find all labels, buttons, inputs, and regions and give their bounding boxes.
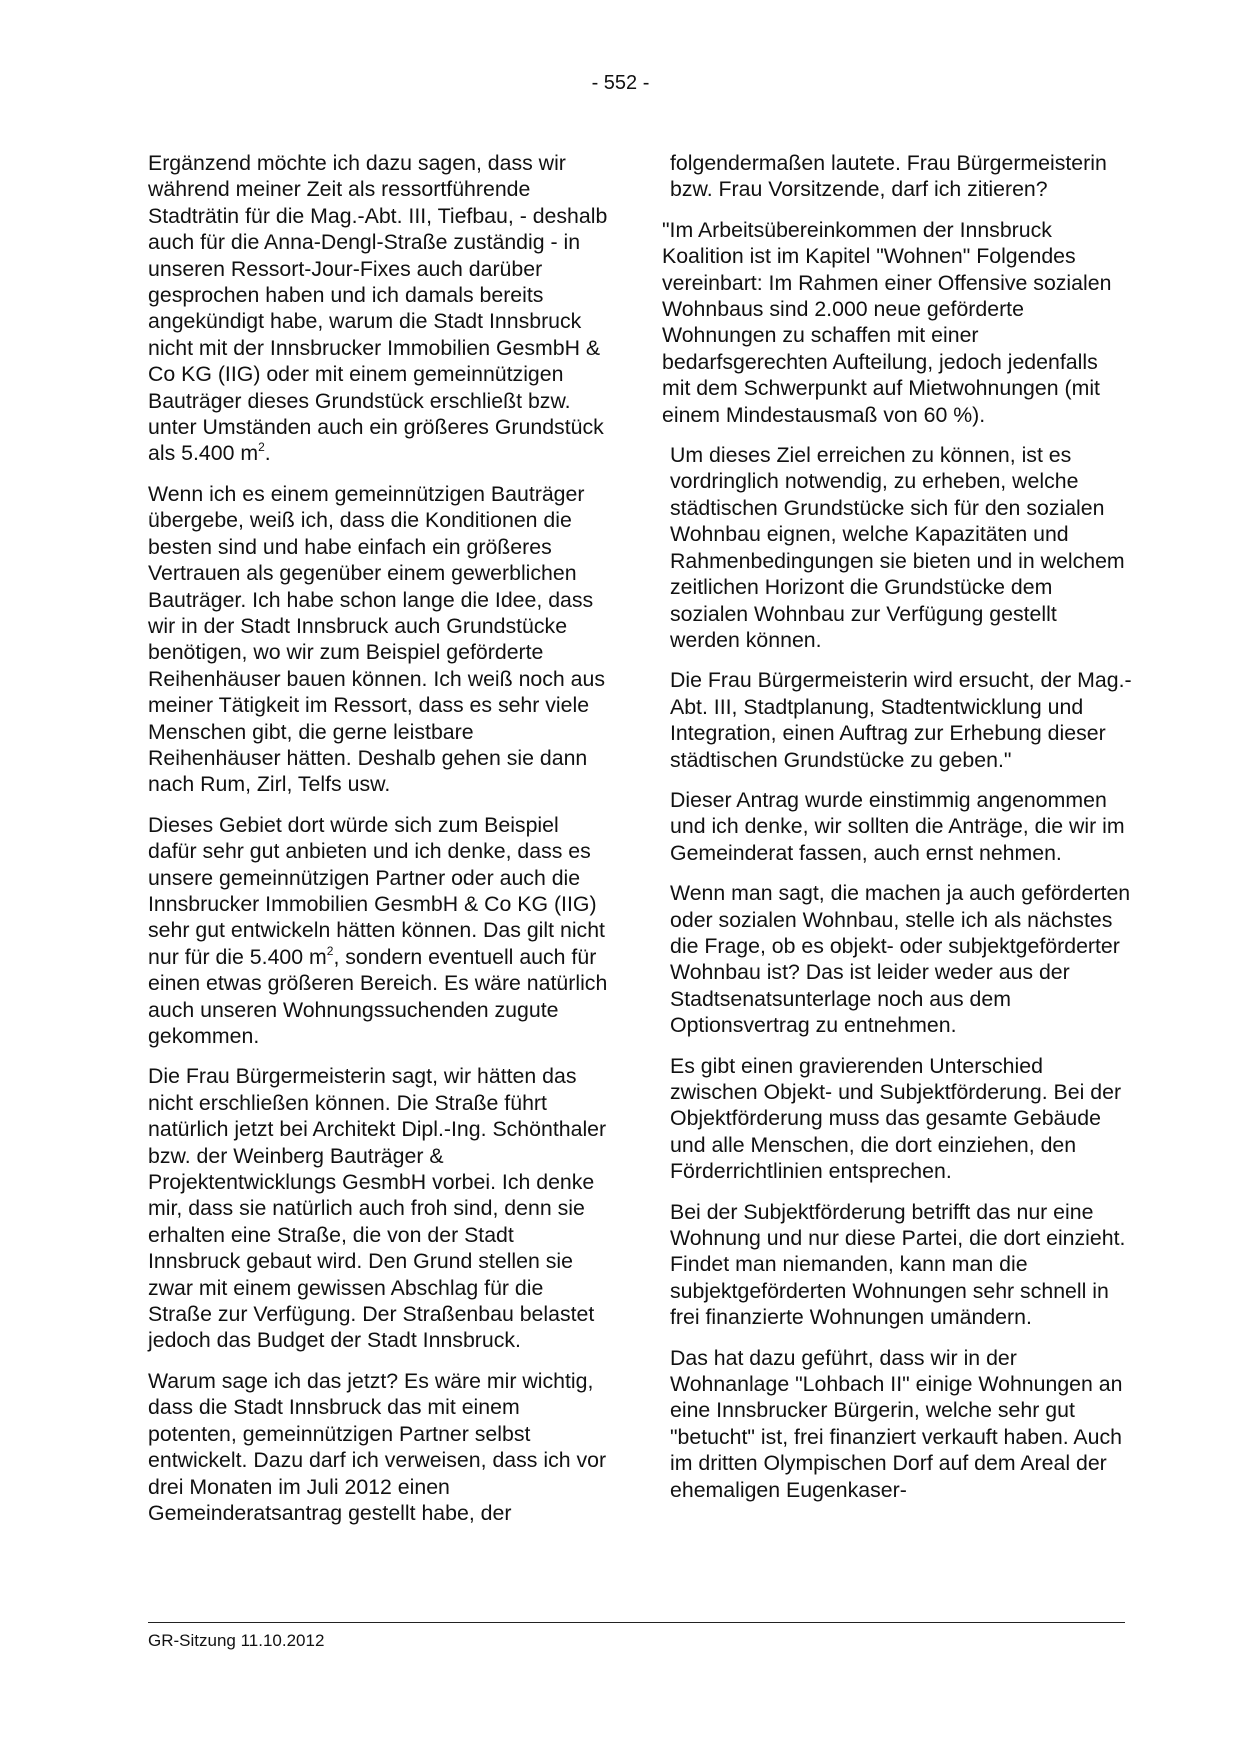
- paragraph: Die Frau Bürgermeisterin sagt, wir hätten das nicht erschließen können. Die Straße führt natürlich jetzt bei Architekt Dipl.-Ing. Schönthaler bzw. der Weinberg Bauträger & Projektentwicklungs GesmbH vorbei. Ich denke mir, dass sie natürlich auch froh sind, denn sie erhalten eine Straße, die von der Stadt Innsbruck gebaut wird. Den Grund stellen sie zwar mit einem gewissen Abschlag für die Straße zur Verfügung. Der Straßenbau belastet jedoch das Budget der Stadt Innsbruck.: [148, 1064, 607, 1353]
- right-column: [662, 150, 1132, 1517]
- paragraph-text: Ergänzend möchte ich dazu sagen, dass wir während meiner Zeit als ressortführende Stadträtin für die Mag.-Abt. III, Tiefbau, - deshalb auch für die Anna-Dengl-Straße zuständig - in unseren Ressort-Jour-Fixes auch darüber gesprochen haben und ich damals bereits angekündigt habe, warum die Stadt Innsbruck nicht mit der Innsbrucker Immobilien GesmbH & Co KG (IIG) oder mit einem gemeinnützigen Bauträger dieses Grundstück erschließt bzw. unter Umständen auch ein größeres Grundstück als 5.400 m: [148, 151, 608, 466]
- quote-paragraph: "Im Arbeitsübereinkommen der Innsbruck Koalition ist im Kapitel "Wohnen" Folgendes vereinbart: Im Rahmen einer Offensive sozialen Wohnbaus sind 2.000 neue geförderte Wohnungen zu schaffen mit einer bedarfsgerechten Aufteilung, jedoch jedenfalls mit dem Schwerpunkt auf Mietwohnungen (mit einem Mindestausmaß von 60 %).: [662, 217, 1112, 427]
- paragraph-tail: , sondern eventuell auch für einen etwas größeren Bereich. Es wäre natürlich auch unseren Wohnungssuchenden zugute gekommen.: [148, 944, 608, 1048]
- footer-divider: [148, 1622, 1125, 1623]
- paragraph: Um dieses Ziel erreichen zu können, ist es vordringlich notwendig, zu erheben, welche städtischen Grundstücke sich für den sozialen Wohnbau eignen, welche Kapazitäten und Rahmenbedingungen sie bieten und in welchem zeitlichen Horizont die Grundstücke dem sozialen Wohnbau zur Verfügung gestellt werden können.: [670, 443, 1125, 652]
- paragraph-tail: .: [264, 441, 271, 466]
- paragraph: Dieser Antrag wurde einstimmig angenommen und ich denke, wir sollten die Anträge, die wir im Gemeinderat fassen, auch ernst nehmen.: [670, 787, 1125, 865]
- paragraph: folgendermaßen lautete. Frau Bürgermeisterin bzw. Frau Vorsitzende, darf ich zitieren?: [670, 151, 1107, 202]
- superscript: 2: [258, 440, 265, 455]
- paragraph: Es gibt einen gravierenden Unterschied zwischen Objekt- und Subjektförderung. Bei der Objektförderung muss das gesamte Gebäude und alle Menschen, die dort einziehen, den Förderrichtlinien entsprechen.: [670, 1053, 1122, 1184]
- paragraph: Das hat dazu geführt, dass wir in der Wohnanlage "Lohbach II" einige Wohnungen an eine Innsbrucker Bürgerin, welche sehr gut "betucht" ist, frei finanziert verkauft haben. Auch im dritten Olympischen Dorf auf dem Areal der ehemaligen Eugenkaser-: [670, 1345, 1123, 1502]
- page-number: - 552 -: [591, 72, 650, 94]
- footer-session-date: GR-Sitzung 11.10.2012: [148, 1631, 325, 1650]
- paragraph: Wenn man sagt, die machen ja auch geförderten oder sozialen Wohnbau, stelle ich als nächstes die Frage, ob es objekt- oder subjektgeförderter Wohnbau ist? Das ist leider weder aus der Stadtsenatsunterlage noch aus dem Optionsvertrag zu entnehmen.: [670, 881, 1131, 1038]
- paragraph: Warum sage ich das jetzt? Es wäre mir wichtig, dass die Stadt Innsbruck das mit einem potenten, gemeinnützigen Partner selbst entwickelt. Dazu darf ich verweisen, dass ich vor drei Monaten im Juli 2012 einen Gemeinderatsantrag gestellt habe, der: [148, 1368, 607, 1525]
- paragraph: [148, 812, 610, 1050]
- paragraph-text: Dieses Gebiet dort würde sich zum Beispiel dafür sehr gut anbieten und ich denke, dass es unsere gemeinnützigen Partner oder auch die Innsbrucker Immobilien GesmbH & Co KG (IIG) sehr gut entwickeln hätten können. Das gilt nicht nur für die 5.400 m: [148, 812, 605, 969]
- paragraph: Wenn ich es einem gemeinnützigen Bauträger übergebe, weiß ich, dass die Konditionen die besten sind und habe einfach ein größeres Vertrauen als gegenüber einem gewerblichen Bauträger. Ich habe schon lange die Idee, dass wir in der Stadt Innsbruck auch Grundstücke benötigen, wo wir zum Beispiel geförderte Reihenhäuser bauen können. Ich weiß noch aus meiner Tätigkeit im Ressort, dass es sehr viele Menschen gibt, die gerne leistbare Reihenhäuser hätten. Deshalb gehen sie dann nach Rum, Zirl, Telfs usw.: [148, 481, 606, 797]
- paragraph: Bei der Subjektförderung betrifft das nur eine Wohnung und nur diese Partei, die dort einzieht. Findet man niemanden, kann man die subjektgeförderten Wohnungen sehr schnell in frei finanzierte Wohnungen umändern.: [670, 1199, 1126, 1330]
- paragraph: Die Frau Bürgermeisterin wird ersucht, der Mag.-Abt. III, Stadtplanung, Stadtentwicklung und Integration, einen Auftrag zur Erhebung dieser städtischen Grundstücke zu geben.": [670, 668, 1132, 772]
- paragraph: [148, 150, 610, 467]
- superscript: 2: [326, 943, 334, 958]
- left-column: [148, 150, 610, 1540]
